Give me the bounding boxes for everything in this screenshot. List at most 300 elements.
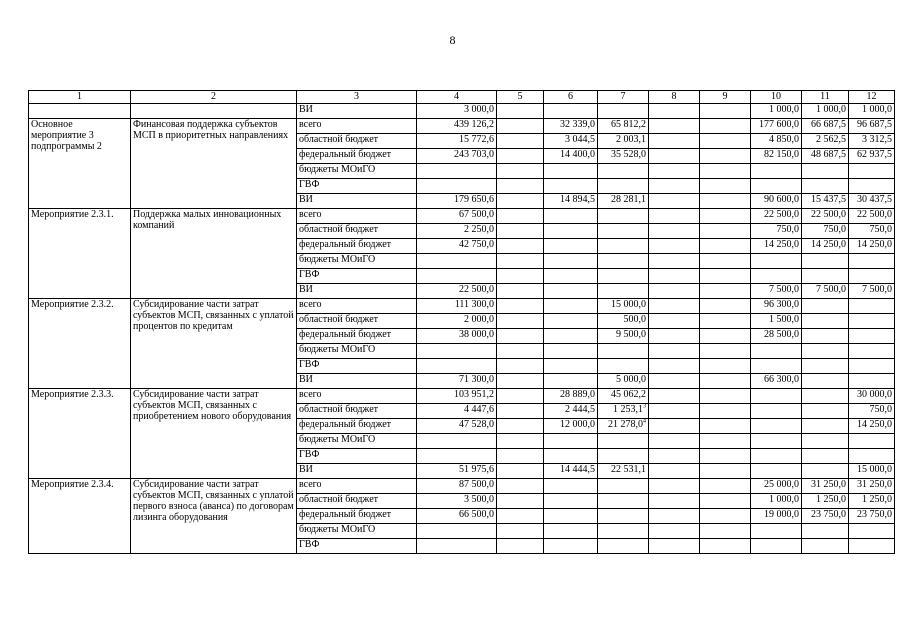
value-cell xyxy=(544,494,598,509)
value-text: 21 278,0 xyxy=(608,419,643,430)
value-cell xyxy=(598,254,649,269)
value-cell xyxy=(497,344,544,359)
value-cell xyxy=(544,449,598,464)
value-cell xyxy=(700,374,751,389)
value-text: 14 250,0 xyxy=(857,239,892,250)
code-cell: Мероприятие 2.3.2. xyxy=(29,299,131,389)
value-cell xyxy=(849,359,895,374)
value-text: 500,0 xyxy=(623,314,646,325)
value-text: 22 500,0 xyxy=(811,209,846,220)
value-cell xyxy=(598,134,649,149)
value-cell xyxy=(417,254,497,269)
value-cell xyxy=(417,224,497,239)
header-cell: 11 xyxy=(802,91,849,104)
value-cell xyxy=(700,329,751,344)
page-number: 8 xyxy=(449,33,456,47)
value-cell xyxy=(700,269,751,284)
value-cell xyxy=(802,194,849,209)
value-text: 66 500,0 xyxy=(459,509,494,520)
value-cell xyxy=(802,539,849,554)
value-cell xyxy=(598,209,649,224)
value-text: 14 250,0 xyxy=(764,239,799,250)
value-cell xyxy=(751,254,802,269)
value-cell xyxy=(497,494,544,509)
value-text: 45 062,2 xyxy=(611,389,646,400)
value-text: 23 750,0 xyxy=(811,509,846,520)
value-cell xyxy=(700,164,751,179)
value-cell xyxy=(544,329,598,344)
value-cell xyxy=(700,254,751,269)
source-cell: областной бюджет xyxy=(297,224,417,239)
value-text: 9 500,0 xyxy=(616,329,646,340)
value-text: 22 500,0 xyxy=(459,284,494,295)
value-cell xyxy=(700,344,751,359)
value-cell xyxy=(497,299,544,314)
value-cell xyxy=(649,224,700,239)
value-cell xyxy=(849,539,895,554)
title-cell: Субсидирование части затрат субъектов МСП, связанных с уплатой процентов по кредитам xyxy=(131,299,297,389)
value-text: 2 444,5 xyxy=(565,404,595,415)
source-cell: областной бюджет xyxy=(297,134,417,149)
value-cell xyxy=(598,419,649,434)
value-cell xyxy=(544,374,598,389)
value-cell xyxy=(649,374,700,389)
value-text: 62 937,5 xyxy=(857,149,892,160)
value-cell xyxy=(544,299,598,314)
value-text: 3 044,5 xyxy=(565,134,595,145)
value-cell xyxy=(544,134,598,149)
value-cell xyxy=(751,194,802,209)
value-text: 4 447,6 xyxy=(464,404,494,415)
value-text: 2 000,0 xyxy=(464,314,494,325)
value-cell xyxy=(598,539,649,554)
value-cell xyxy=(544,419,598,434)
value-text: 14 444,5 xyxy=(560,464,595,475)
value-cell xyxy=(598,149,649,164)
value-cell xyxy=(700,434,751,449)
value-cell xyxy=(849,164,895,179)
value-cell xyxy=(649,329,700,344)
value-cell xyxy=(802,419,849,434)
value-text: 1 250,0 xyxy=(862,494,892,505)
value-cell xyxy=(649,239,700,254)
value-cell xyxy=(417,509,497,524)
value-cell xyxy=(802,299,849,314)
value-cell xyxy=(849,179,895,194)
code-cell xyxy=(29,104,131,119)
value-cell xyxy=(802,374,849,389)
value-cell xyxy=(751,149,802,164)
value-cell xyxy=(849,269,895,284)
value-cell xyxy=(544,539,598,554)
value-cell xyxy=(497,209,544,224)
value-cell xyxy=(751,434,802,449)
value-cell xyxy=(497,269,544,284)
value-text: 96 300,0 xyxy=(764,299,799,310)
value-text: 1 250,0 xyxy=(816,494,846,505)
value-text: 90 600,0 xyxy=(764,194,799,205)
value-text: 177 600,0 xyxy=(759,119,799,130)
budget-table xyxy=(28,90,895,554)
value-cell xyxy=(849,194,895,209)
value-cell xyxy=(417,539,497,554)
value-cell xyxy=(598,269,649,284)
value-text: 14 400,0 xyxy=(560,149,595,160)
value-cell xyxy=(802,524,849,539)
value-cell xyxy=(849,494,895,509)
value-text: 31 250,0 xyxy=(811,479,846,490)
value-cell xyxy=(849,479,895,494)
value-text: 750,0 xyxy=(869,404,892,415)
value-cell xyxy=(544,224,598,239)
value-cell xyxy=(700,209,751,224)
value-cell xyxy=(751,164,802,179)
header-cell: 5 xyxy=(497,91,544,104)
value-cell xyxy=(700,539,751,554)
value-cell xyxy=(544,269,598,284)
value-cell xyxy=(802,269,849,284)
value-text: 750,0 xyxy=(776,224,799,235)
value-cell xyxy=(700,299,751,314)
value-text: 14 894,5 xyxy=(560,194,595,205)
value-cell xyxy=(849,314,895,329)
value-cell xyxy=(417,194,497,209)
header-cell: 7 xyxy=(598,91,649,104)
header-cell: 10 xyxy=(751,91,802,104)
value-cell xyxy=(751,119,802,134)
value-cell xyxy=(417,269,497,284)
value-text: 2 250,0 xyxy=(464,224,494,235)
value-cell xyxy=(802,134,849,149)
value-cell xyxy=(751,239,802,254)
value-cell xyxy=(598,119,649,134)
value-text: 111 300,0 xyxy=(454,299,494,310)
value-text: 35 528,0 xyxy=(611,149,646,160)
value-cell xyxy=(802,494,849,509)
value-text: 7 500,0 xyxy=(769,284,799,295)
value-cell xyxy=(751,464,802,479)
value-cell xyxy=(497,314,544,329)
value-cell xyxy=(497,149,544,164)
value-cell xyxy=(598,194,649,209)
value-text: 4 850,0 xyxy=(769,134,799,145)
value-cell xyxy=(497,434,544,449)
value-cell xyxy=(598,509,649,524)
table-row xyxy=(29,389,895,404)
value-text: 179 650,6 xyxy=(454,194,494,205)
value-cell xyxy=(417,494,497,509)
value-cell xyxy=(649,104,700,119)
value-cell xyxy=(849,389,895,404)
value-cell xyxy=(598,449,649,464)
value-cell xyxy=(598,179,649,194)
value-cell xyxy=(649,404,700,419)
value-cell xyxy=(849,374,895,389)
code-cell: Мероприятие 2.3.4. xyxy=(29,479,131,554)
value-cell xyxy=(802,179,849,194)
value-cell xyxy=(598,404,649,419)
value-cell xyxy=(802,224,849,239)
value-cell xyxy=(598,164,649,179)
value-cell xyxy=(497,539,544,554)
value-cell xyxy=(417,419,497,434)
value-cell xyxy=(497,524,544,539)
source-cell: ВИ xyxy=(297,194,417,209)
value-text: 48 687,5 xyxy=(811,149,846,160)
value-cell xyxy=(849,254,895,269)
value-cell xyxy=(700,314,751,329)
value-cell: 3 000,0 xyxy=(417,104,497,119)
value-cell xyxy=(849,419,895,434)
value-text: 67 500,0 xyxy=(459,209,494,220)
source-cell: федеральный бюджет xyxy=(297,239,417,254)
value-cell xyxy=(700,494,751,509)
source-cell: федеральный бюджет xyxy=(297,149,417,164)
value-cell xyxy=(544,314,598,329)
value-cell xyxy=(751,509,802,524)
source-cell: всего xyxy=(297,299,417,314)
value-cell xyxy=(649,164,700,179)
value-cell xyxy=(649,269,700,284)
value-cell xyxy=(544,344,598,359)
value-text: 65 812,2 xyxy=(611,119,646,130)
title-cell xyxy=(131,104,297,119)
value-cell xyxy=(751,389,802,404)
value-text: 31 250,0 xyxy=(857,479,892,490)
value-cell xyxy=(598,494,649,509)
value-cell xyxy=(417,344,497,359)
value-cell xyxy=(802,404,849,419)
value-cell xyxy=(497,509,544,524)
value-cell xyxy=(544,434,598,449)
value-cell xyxy=(417,464,497,479)
value-cell xyxy=(700,179,751,194)
value-cell xyxy=(649,479,700,494)
value-text: 22 531,1 xyxy=(611,464,646,475)
value-cell xyxy=(751,314,802,329)
value-cell xyxy=(849,224,895,239)
value-cell xyxy=(802,449,849,464)
value-text: 14 250,0 xyxy=(857,419,892,430)
value-text: 42 750,0 xyxy=(459,239,494,250)
value-cell xyxy=(417,524,497,539)
value-cell xyxy=(700,509,751,524)
value-cell xyxy=(649,524,700,539)
value-cell xyxy=(497,374,544,389)
value-cell xyxy=(700,404,751,419)
value-cell xyxy=(417,149,497,164)
value-cell xyxy=(849,404,895,419)
value-cell xyxy=(544,179,598,194)
table-row xyxy=(29,299,895,314)
value-cell xyxy=(849,329,895,344)
value-cell xyxy=(849,449,895,464)
value-cell xyxy=(598,314,649,329)
value-cell xyxy=(802,149,849,164)
title-cell: Субсидирование части затрат субъектов МСП, связанных с уплатой первого взноса (аванса) по договорам лизинга оборудования xyxy=(131,479,297,554)
value-cell xyxy=(849,284,895,299)
value-text: 14 250,0 xyxy=(811,239,846,250)
value-cell xyxy=(700,194,751,209)
value-cell xyxy=(417,479,497,494)
value-text: 15 000,0 xyxy=(857,464,892,475)
value-cell xyxy=(751,539,802,554)
value-cell xyxy=(802,314,849,329)
value-cell xyxy=(544,404,598,419)
value-cell xyxy=(802,344,849,359)
value-cell xyxy=(751,494,802,509)
header-cell: 8 xyxy=(649,91,700,104)
value-text: 32 339,0 xyxy=(560,119,595,130)
value-cell xyxy=(598,359,649,374)
source-cell: областной бюджет xyxy=(297,404,417,419)
value-cell xyxy=(497,464,544,479)
source-cell: ГВФ xyxy=(297,269,417,284)
value-cell xyxy=(497,134,544,149)
value-cell xyxy=(497,224,544,239)
value-cell xyxy=(802,479,849,494)
code-cell: Мероприятие 2.3.1. xyxy=(29,209,131,299)
value-text: 103 951,2 xyxy=(454,389,494,400)
value-cell xyxy=(497,449,544,464)
value-cell xyxy=(802,434,849,449)
value-cell xyxy=(497,239,544,254)
value-cell xyxy=(544,389,598,404)
value-text: 7 500,0 xyxy=(816,284,846,295)
value-cell xyxy=(598,329,649,344)
value-cell xyxy=(417,374,497,389)
value-text: 47 528,0 xyxy=(459,419,494,430)
header-cell: 3 xyxy=(297,91,417,104)
value-cell xyxy=(598,239,649,254)
value-cell xyxy=(849,239,895,254)
value-cell xyxy=(849,434,895,449)
value-cell xyxy=(649,494,700,509)
value-cell xyxy=(751,449,802,464)
value-cell xyxy=(598,524,649,539)
value-cell xyxy=(751,374,802,389)
value-cell: 1 000,0 xyxy=(849,104,895,119)
value-cell xyxy=(849,134,895,149)
value-text: 66 687,5 xyxy=(811,119,846,130)
footnote-mark: 4 xyxy=(643,418,646,425)
value-cell xyxy=(751,134,802,149)
value-cell xyxy=(649,179,700,194)
value-cell xyxy=(649,449,700,464)
value-cell xyxy=(497,329,544,344)
value-cell xyxy=(497,359,544,374)
value-cell xyxy=(598,389,649,404)
value-cell xyxy=(417,299,497,314)
source-cell: всего xyxy=(297,479,417,494)
value-cell xyxy=(649,359,700,374)
value-cell xyxy=(417,284,497,299)
value-cell xyxy=(849,344,895,359)
value-text: 71 300,0 xyxy=(459,374,494,385)
value-cell xyxy=(544,464,598,479)
value-text: 82 150,0 xyxy=(764,149,799,160)
value-cell xyxy=(497,404,544,419)
value-cell xyxy=(849,209,895,224)
value-cell xyxy=(417,119,497,134)
value-cell xyxy=(751,299,802,314)
value-cell xyxy=(649,149,700,164)
header-cell: 1 xyxy=(29,91,131,104)
value-text: 15 437,5 xyxy=(811,194,846,205)
value-cell xyxy=(497,164,544,179)
value-cell xyxy=(802,284,849,299)
value-cell xyxy=(802,464,849,479)
value-cell xyxy=(417,164,497,179)
value-cell xyxy=(751,419,802,434)
value-cell xyxy=(751,269,802,284)
value-cell xyxy=(700,119,751,134)
value-cell xyxy=(700,224,751,239)
value-cell xyxy=(649,419,700,434)
source-cell: ГВФ xyxy=(297,539,417,554)
value-text: 30 000,0 xyxy=(857,389,892,400)
source-cell: всего xyxy=(297,389,417,404)
value-cell xyxy=(417,434,497,449)
value-cell xyxy=(417,179,497,194)
value-cell xyxy=(649,284,700,299)
value-cell xyxy=(649,464,700,479)
source-cell: бюджеты МОиГО xyxy=(297,524,417,539)
value-text: 87 500,0 xyxy=(459,479,494,490)
value-cell xyxy=(544,119,598,134)
value-cell xyxy=(700,479,751,494)
source-cell: ВИ xyxy=(297,464,417,479)
value-text: 5 000,0 xyxy=(616,374,646,385)
value-cell xyxy=(649,119,700,134)
value-text: 243 703,0 xyxy=(454,149,494,160)
value-cell xyxy=(802,119,849,134)
value-cell xyxy=(751,404,802,419)
value-cell xyxy=(802,359,849,374)
value-cell xyxy=(649,254,700,269)
value-cell xyxy=(649,344,700,359)
value-text: 28 889,0 xyxy=(560,389,595,400)
value-cell xyxy=(544,524,598,539)
value-cell xyxy=(544,209,598,224)
value-cell xyxy=(598,299,649,314)
source-cell: ВИ xyxy=(297,284,417,299)
value-text: 750,0 xyxy=(869,224,892,235)
table-row xyxy=(29,479,895,494)
value-cell xyxy=(802,329,849,344)
source-cell: ВИ xyxy=(297,104,417,119)
value-text: 1 500,0 xyxy=(769,314,799,325)
value-cell xyxy=(700,359,751,374)
value-cell xyxy=(700,524,751,539)
value-cell xyxy=(849,464,895,479)
value-text: 12 000,0 xyxy=(560,419,595,430)
value-cell xyxy=(497,179,544,194)
value-text: 19 000,0 xyxy=(764,509,799,520)
value-cell: 1 000,0 xyxy=(751,104,802,119)
value-cell xyxy=(497,194,544,209)
value-cell xyxy=(544,194,598,209)
value-text: 3 312,5 xyxy=(862,134,892,145)
value-cell xyxy=(802,239,849,254)
value-cell xyxy=(649,314,700,329)
value-text: 28 281,1 xyxy=(611,194,646,205)
value-cell xyxy=(417,314,497,329)
value-cell xyxy=(544,284,598,299)
value-cell xyxy=(649,209,700,224)
value-cell xyxy=(497,284,544,299)
source-cell: федеральный бюджет xyxy=(297,419,417,434)
